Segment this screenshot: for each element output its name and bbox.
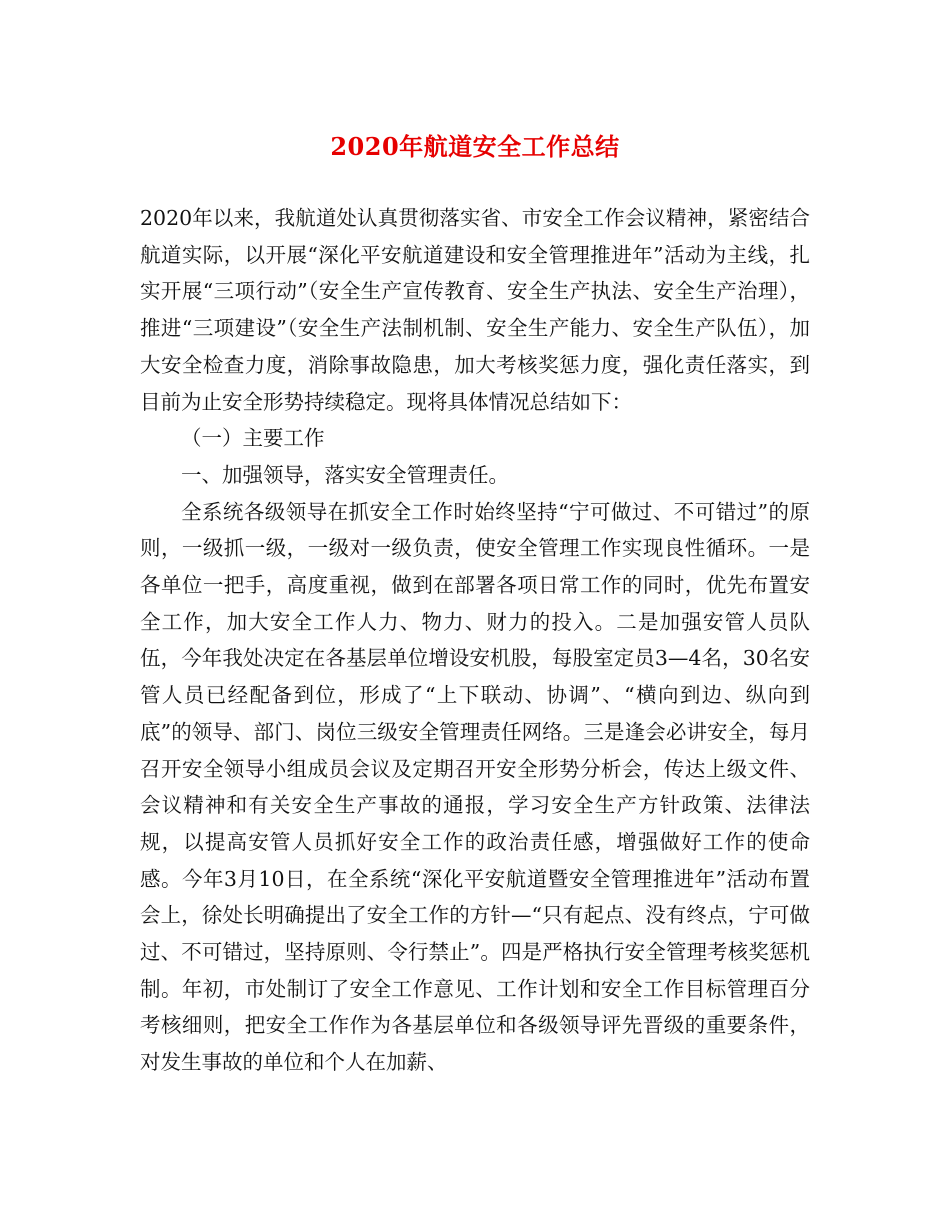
document-title: 2020年航道安全工作总结 — [330, 132, 620, 161]
subsection-heading-leadership: 一、加强领导，落实安全管理责任。 — [181, 462, 509, 487]
intro-paragraph: 2020年以来，我航道处认真贯彻落实省、市安全工作会议精神，紧密结合航道实际，以开展“深化平安航道建设和安全管理推进年”活动为主线，扎实开展“三项行动”（安全生产宣传教育、安全生产执法、安全生产治理），推进“三项建设”（安全生产法制机制、安全生产能力、安全生产队伍），加大安全检查力度，消除事故隐患，加大考核奖惩力度，强化责任落实，到目前为止安全形势持续稳定。现将具体情况总结如下： — [140, 206, 810, 414]
document-body — [140, 200, 810, 1081]
section-heading-main-work: （一）主要工作 — [181, 426, 325, 451]
body-paragraph-leadership: 全系统各级领导在抓安全工作时始终坚持“宁可做过、不可错过”的原则，一级抓一级，一级对一级负责，使安全管理工作实现良性循环。一是各单位一把手，高度重视，做到在部署各项日常工作的同时，优先布置安全工作，加大安全工作人力、物力、财力的投入。二是加强安管人员队伍，今年我处决定在各基层单位增设安机股，每股室定员3—4名，30名安管人员已经配备到位，形成了“上下联动、协调”、“横向到边、纵向到底”的领导、部门、岗位三级安全管理责任网络。三是逢会必讲安全，每月召开安全领导小组成员会议及定期召开安全形势分析会，传达上级文件、会议精神和有关安全生产事故的通报，学习安全生产方针政策、法律法规，以提高安管人员抓好安全工作的政治责任感，增强做好工作的使命感。今年3月10日，在全系统“深化平安航道暨安全管理推进年”活动布置会上，徐处长明确提出了安全工作的方针—“只有起点、没有终点，宁可做过、不可错过，坚持原则、令行禁止”。四是严格执行安全管理考核奖惩机制。年初，市处制订了安全工作意见、工作计划和安全工作目标管理百分考核细则，把安全工作作为各基层单位和各级领导评先晋级的重要条件，对发生事故的单位和个人在加薪、 — [140, 499, 810, 1075]
